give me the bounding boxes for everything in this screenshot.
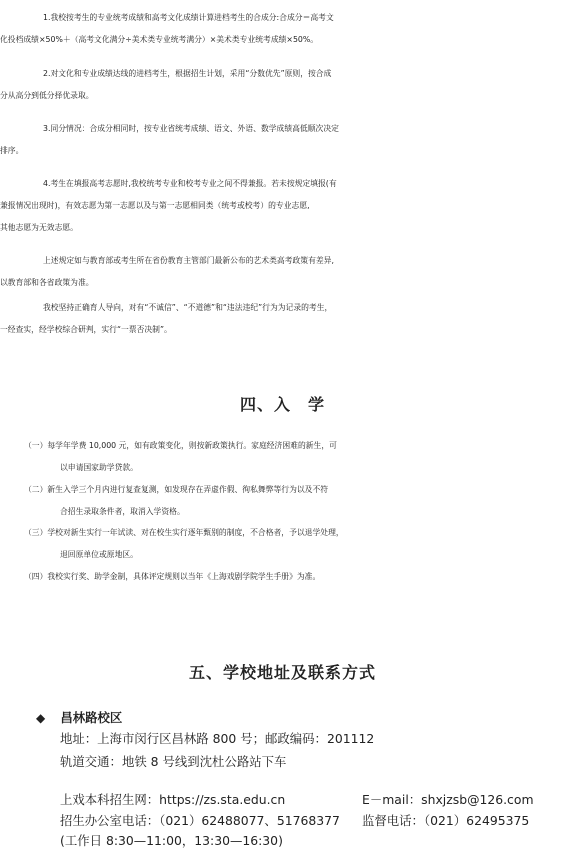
website-link[interactable]: 上戏本科招生网：https://zs.sta.edu.cn — [60, 792, 286, 807]
rule-4-line-2: 兼报情况出现时)，有效志愿为第一志愿以及与第一志愿相同类（统考或校考）的专业志愿, — [0, 201, 310, 210]
section-5-title: 五、学校地址及联系方式 — [188, 663, 376, 682]
campus-heading — [36, 708, 122, 726]
note-1-line-2: 以教育部和各省政策为准。 — [0, 278, 94, 287]
supervision-phone: 监督电话：（021）62495375 — [362, 813, 530, 828]
rule-1-line-2: 化投档成绩×50%＋（高考文化满分÷美术类专业统考满分）×美术类专业统考成绩×50%。 — [0, 35, 319, 44]
section-4-item-2-line-2: 合招生录取条件者，取消入学资格。 — [60, 507, 185, 516]
rule-2-line-1: 2.对文化和专业成绩达线的进档考生，根据招生计划，采用“分数优先”原则，按合成 — [43, 69, 332, 78]
rule-3 — [0, 118, 565, 162]
section-4-item-2 — [0, 479, 565, 523]
rule-1 — [0, 7, 565, 51]
email-link[interactable]: E－mail：shxjzsb@126.com — [362, 792, 534, 807]
diamond-bullet-icon: ◆ — [36, 711, 46, 725]
section-4-title: 四、入 学 — [239, 395, 325, 414]
office-hours: (工作日 8:30—11:00，13:30—16:30) — [60, 833, 283, 848]
note-2 — [0, 297, 565, 341]
rule-4-line-3: 其他志愿为无效志愿。 — [0, 223, 78, 232]
section-4-item-1-line-2: 以申请国家助学贷款。 — [60, 463, 138, 472]
rule-2-line-2: 分从高分到低分择优录取。 — [0, 91, 94, 100]
rule-1-line-1: 1.我校按考生的专业统考成绩和高考文化成绩计算进档考生的合成分:合成分＝高考文 — [43, 13, 334, 22]
note-1 — [0, 250, 565, 294]
section-4-item-3 — [0, 522, 565, 566]
campus-name: 昌林路校区 — [60, 710, 123, 725]
section-4-item-4 — [0, 566, 565, 588]
section-4-item-3-line-1: （三）学校对新生实行一年试读、对在校生实行逐年甄别的制度，不合格者，予以退学处理， — [24, 528, 344, 537]
rule-3-line-1: 3.同分情况：合成分相同时，按专业省统考成绩、语文、外语、数学成绩高低顺次决定 — [43, 124, 339, 133]
rule-3-line-2: 排序。 — [0, 146, 24, 155]
section-4-item-3-line-2: 退回原单位或原地区。 — [60, 550, 138, 559]
section-4-item-1-line-1: （一）每学年学费 10,000 元，如有政策变化，则按新政策执行。家庭经济困难的新生，可 — [24, 441, 337, 450]
office-phone: 招生办公室电话：（021）62488077、51768377 — [60, 813, 340, 828]
section-4-item-4-line-1: （四）我校实行奖、助学金制，具体评定规则以当年《上海戏剧学院学生手册》为准。 — [24, 572, 321, 581]
campus-address: 地址：上海市闵行区昌林路 800 号；邮政编码：201112 — [60, 731, 375, 746]
section-4-item-1 — [0, 435, 565, 479]
rule-4-line-1: 4.考生在填报高考志愿时,我校统考专业和校考专业之间不得兼报。若未按规定填报(有 — [43, 179, 337, 188]
note-2-line-1: 我校坚持正确育人导向，对有“不诚信”、“不道德”和“违法违纪”行为为记录的考生， — [43, 303, 333, 312]
campus-transit: 轨道交通：地铁 8 号线到沈杜公路站下车 — [60, 754, 287, 769]
note-2-line-2: 一经查实，经学校综合研判，实行“一票否决制”。 — [0, 325, 172, 334]
section-4-item-2-line-1: （二）新生入学三个月内进行复查复测，如发现存在弄虚作假、徇私舞弊等行为以及不符 — [24, 485, 329, 494]
rule-4 — [0, 173, 565, 239]
note-1-line-1: 上述规定如与教育部或考生所在省份教育主管部门最新公布的艺术类高考政策有差异, — [43, 256, 334, 265]
rule-2 — [0, 63, 565, 107]
